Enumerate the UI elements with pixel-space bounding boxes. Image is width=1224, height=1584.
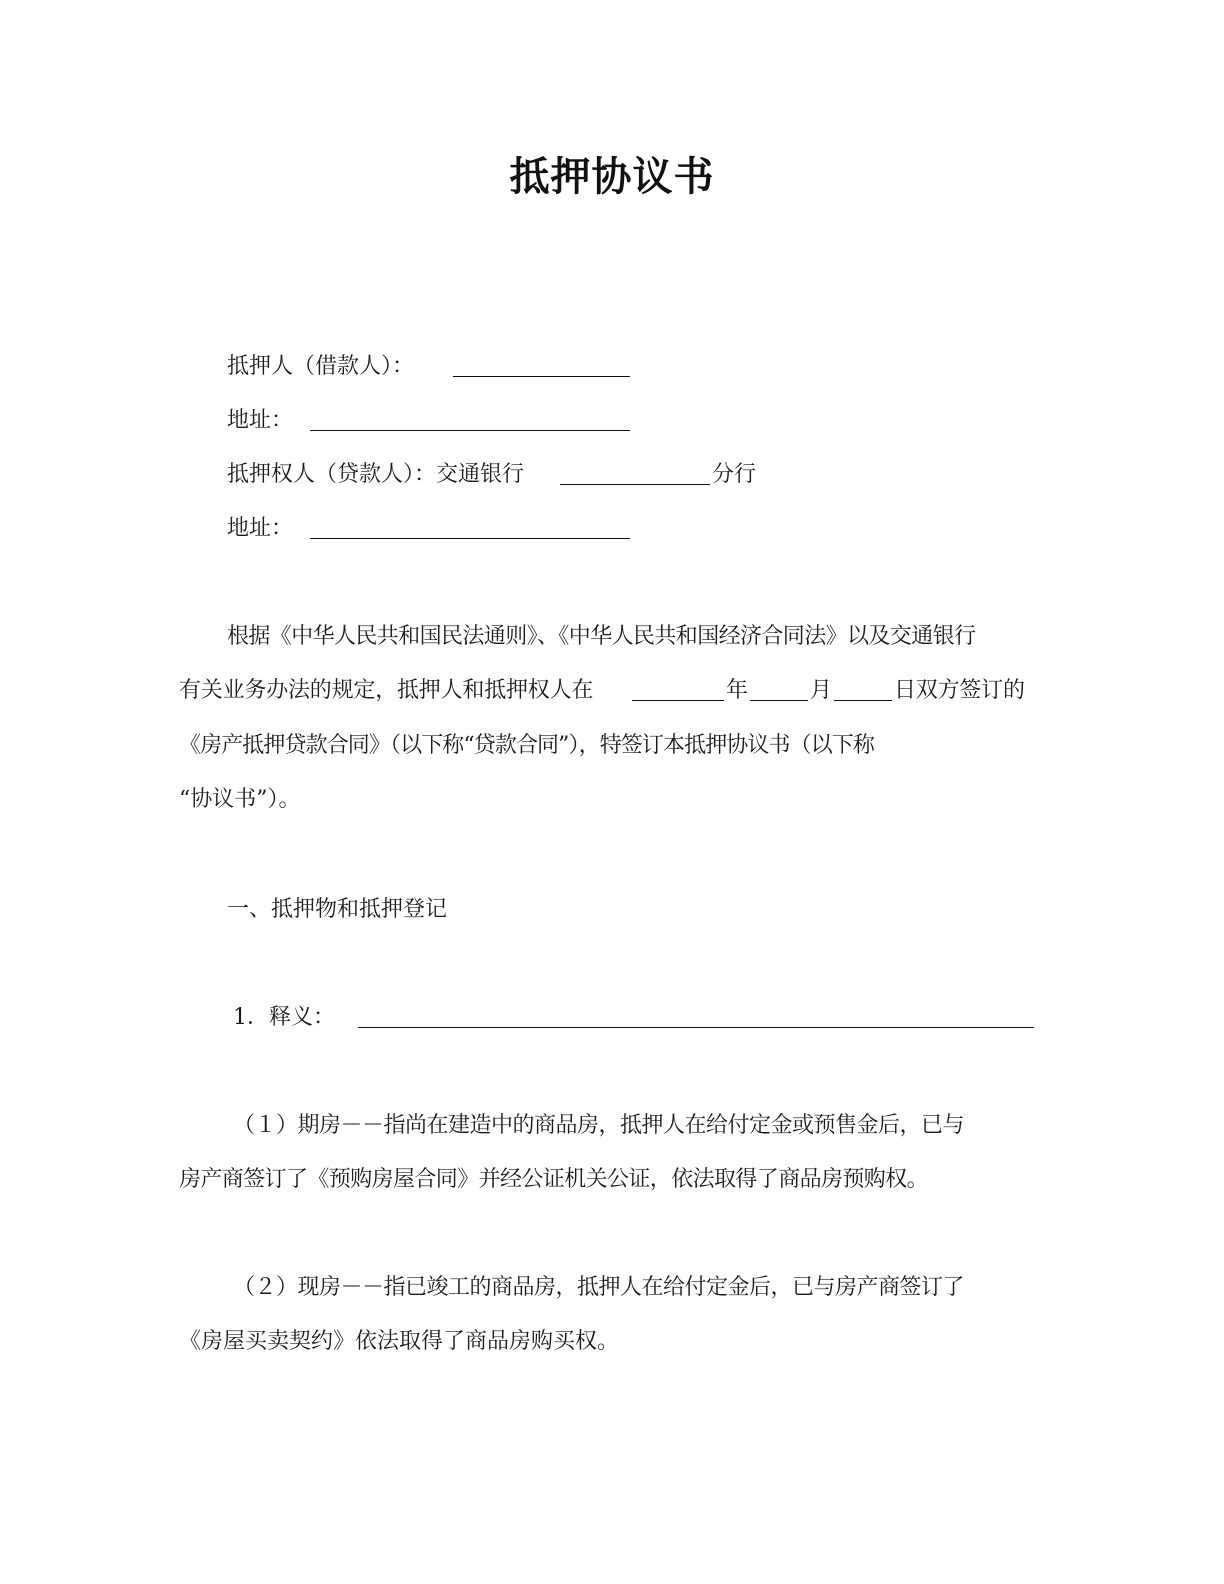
definition-2-line-1: （２）现房－－指已竣工的商品房，抵押人在给付定金后，已与房产商签订了 bbox=[233, 1275, 965, 1300]
preamble-line-1: 根据《中华人民共和国民法通则》、《中华人民共和国经济合同法》以及交通银行 bbox=[227, 624, 976, 649]
mortgagor-label: 抵押人（借款人）： bbox=[227, 354, 415, 379]
preamble-line-3: 《房产抵押贷款合同》（以下称“贷款合同”），特签订本抵押协议书（以下称 bbox=[179, 733, 874, 758]
item-1-label: 1．释义： bbox=[233, 1005, 335, 1030]
address1-label: 地址： bbox=[227, 408, 294, 433]
definition-blank[interactable] bbox=[358, 1027, 1034, 1028]
branch-blank[interactable] bbox=[560, 484, 710, 485]
definition-1-line-1: （１）期房－－指尚在建造中的商品房，抵押人在给付定金或预售金后，已与 bbox=[233, 1113, 965, 1138]
day-blank[interactable] bbox=[834, 700, 892, 701]
definition-1-line-2: 房产商签订了《预购房屋合同》并经公证机关公证，依法取得了商品房预购权。 bbox=[179, 1167, 929, 1192]
mortgagee-label: 抵押权人（贷款人）：交通银行 bbox=[227, 462, 525, 487]
preamble-line-2a: 有关业务办法的规定，抵押人和抵押权人在 bbox=[179, 678, 594, 703]
month-label: 月 bbox=[810, 678, 833, 703]
preamble-line-4: “协议书”）。 bbox=[179, 787, 301, 812]
address2-blank[interactable] bbox=[310, 538, 630, 539]
address1-blank[interactable] bbox=[310, 430, 630, 431]
address2-label: 地址： bbox=[227, 516, 294, 541]
document-title: 抵押协议书 bbox=[509, 154, 715, 200]
mortgagee-suffix: 分行 bbox=[712, 462, 757, 487]
mortgagor-blank[interactable] bbox=[453, 376, 630, 377]
year-blank[interactable] bbox=[632, 700, 724, 701]
signed-label: 日双方签订的 bbox=[894, 678, 1025, 703]
definition-2-line-2: 《房屋买卖契约》依法取得了商品房购买权。 bbox=[179, 1329, 620, 1354]
year-label: 年 bbox=[726, 678, 749, 703]
section-1-heading: 一、抵押物和抵押登记 bbox=[227, 897, 448, 922]
month-blank[interactable] bbox=[750, 700, 808, 701]
